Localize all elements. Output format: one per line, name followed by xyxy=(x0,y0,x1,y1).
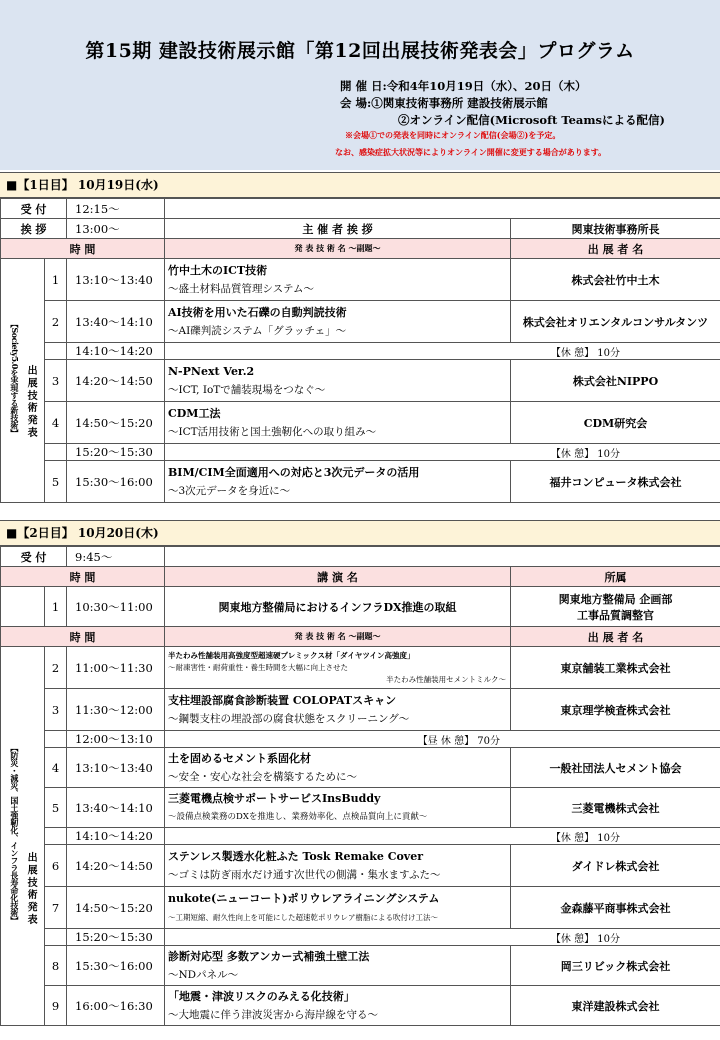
tech-cell xyxy=(165,360,511,402)
break-label: 【休 憩】 10分 xyxy=(165,444,720,461)
row-number: 5 xyxy=(45,788,67,828)
tech-title: 「地震・津波リスクのみえる化技術」 xyxy=(168,989,355,1003)
day2-side-theme: 【防災・減災、国土強靭化、インフラ長寿命化技術】 xyxy=(9,744,20,924)
col-tech: 発 表 技 術 名 ～副題～ xyxy=(165,239,511,259)
day1-side-title: 出 展 技 術 発 表 xyxy=(25,364,37,437)
day2-side-title: 出 展 技 術 発 表 xyxy=(25,852,37,924)
venue-line-2: ②オンライン配信(Microsoft Teamsによる配信) xyxy=(398,113,665,127)
tech-cell xyxy=(165,845,511,887)
notice-1: ※会場①での発表を同時にオンライン配信(会場②)を予定。 xyxy=(345,130,561,140)
affiliation-position: 工事品質調整官 xyxy=(577,608,654,622)
page-title: 第15期 建設技術展示館「第12回出展技術発表会」プログラム xyxy=(85,40,635,62)
tech-subtitle: ～盛土材料品質管理システム～ xyxy=(168,282,314,295)
reception-time: 9:45～ xyxy=(67,547,165,567)
tech-title: 診断対応型 多数アンカー式補強土壁工法 xyxy=(168,949,370,963)
tech-subtitle: ～耐凍害性・耐荷重性・養生時間を大幅に向上させた xyxy=(168,662,348,672)
exhibitor-name: 東京理学検査株式会社 xyxy=(511,689,720,731)
row-time: 10:30～11:00 xyxy=(67,587,165,627)
greeting-time: 13:00～ xyxy=(67,219,165,239)
row-time: 13:40～14:10 xyxy=(67,301,165,343)
row-time: 16:00～16:30 xyxy=(67,986,165,1026)
row-number: 3 xyxy=(45,360,67,402)
tech-subtitle: ～NDパネル～ xyxy=(168,968,239,981)
row-time: 11:30～12:00 xyxy=(67,689,165,731)
tech-cell xyxy=(165,887,511,929)
exhibitor-name: 株式会社オリエンタルコンサルタンツ xyxy=(511,301,720,343)
tech-title: 支柱埋設部腐食診断装置 COLOPATスキャン xyxy=(168,693,397,707)
day1-side-label xyxy=(1,259,45,503)
row-number: 9 xyxy=(45,986,67,1026)
exhibitor-name: 三菱電機株式会社 xyxy=(511,788,720,828)
tech-title: nukote(ニューコート)ポリウレアライニングシステム xyxy=(168,891,440,905)
tech-cell xyxy=(165,946,511,986)
col-exhibitor: 出 展 者 名 xyxy=(511,627,720,647)
row-time: 13:10～13:40 xyxy=(67,748,165,788)
tech-subtitle: ～AI礫判読システム「グラッチェ」～ xyxy=(168,324,347,337)
tech-title: ステンレス製透水化粧ふた Tosk Remake Cover xyxy=(168,849,423,863)
exhibitor-name: 東洋建設株式会社 xyxy=(511,986,720,1026)
day1-side-theme: 【Society5.0を実現する新技術】 xyxy=(9,320,20,437)
tech-cell xyxy=(165,689,511,731)
row-number: 6 xyxy=(45,845,67,887)
tech-subtitle: ～設備点検業務のDXを推進し、業務効率化、点検品質向上に貢献～ xyxy=(168,811,428,822)
tech-title: N-PNext Ver.2 xyxy=(168,364,255,378)
row-number: 3 xyxy=(45,689,67,731)
row-time: 13:40～14:10 xyxy=(67,788,165,828)
col-time: 時 間 xyxy=(1,567,165,587)
row-time: 14:20～14:50 xyxy=(67,845,165,887)
tech-cell xyxy=(165,986,511,1026)
break-time: 15:20～15:30 xyxy=(67,929,165,946)
exhibitor-name: 岡三リビック株式会社 xyxy=(511,946,720,986)
greeting-by: 関東技術事務所長 xyxy=(511,219,720,239)
tech-subtitle: ～ICT活用技術と国土強靭化への取り組み～ xyxy=(168,425,377,438)
lecture-affiliation xyxy=(511,587,720,627)
tech-cell xyxy=(165,461,511,503)
break-label: 【休 憩】 10分 xyxy=(165,929,720,946)
tech-title: 竹中土木のICT技術 xyxy=(168,263,268,277)
row-time: 15:30～16:00 xyxy=(67,461,165,503)
row-number: 2 xyxy=(45,647,67,689)
tech-cell xyxy=(165,647,511,689)
row-time: 14:20～14:50 xyxy=(67,360,165,402)
tech-subtitle: ～鋼製支柱の埋設部の腐食状態をスクリーニング～ xyxy=(168,712,410,725)
col-exhibitor: 出 展 者 名 xyxy=(511,239,720,259)
tech-subtitle: ～安全・安心な社会を構築するために～ xyxy=(168,770,357,783)
venue-line-1: 会 場:①関東技術事務所 建設技術展示館 xyxy=(340,96,548,110)
break-time: 14:10～14:20 xyxy=(67,828,165,845)
program-header xyxy=(0,0,720,170)
tech-title: CDM工法 xyxy=(168,406,221,420)
exhibitor-name: 一般社団法人セメント協会 xyxy=(511,748,720,788)
reception-label: 受 付 xyxy=(1,547,67,567)
lunch-time: 12:00～13:10 xyxy=(67,731,165,748)
col-affiliation: 所属 xyxy=(511,567,720,587)
exhibitor-name: ダイドレ株式会社 xyxy=(511,845,720,887)
lunch-label: 【昼 休 憩】 70分 xyxy=(165,731,720,748)
tech-cell xyxy=(165,259,511,301)
exhibitor-name: 東京舗装工業株式会社 xyxy=(511,647,720,689)
row-number: 4 xyxy=(45,402,67,444)
tech-title: BIM/CIM全面適用への対応と3次元データの活用 xyxy=(168,465,420,479)
event-dates: 開 催 日:令和4年10月19日（水）、20日（木） xyxy=(340,79,587,93)
row-number: 1 xyxy=(45,587,67,627)
exhibitor-name: CDM研究会 xyxy=(511,402,720,444)
row-number: 5 xyxy=(45,461,67,503)
day2-table xyxy=(0,546,720,1026)
break-time: 15:20～15:30 xyxy=(67,444,165,461)
day2-side-label xyxy=(1,647,45,1026)
tech-title: 三菱電機点検サポートサービスInsBuddy xyxy=(168,791,381,805)
row-time: 13:10～13:40 xyxy=(67,259,165,301)
reception-time: 12:15～ xyxy=(67,199,165,219)
tech-title: AI技術を用いた石礫の自動判読技術 xyxy=(168,305,347,319)
tech-subtitle: ～ゴミは防ぎ雨水だけ通す次世代の側溝・集水ますふた～ xyxy=(168,868,441,881)
day2-heading: ■【2日目】 10月20日(木) xyxy=(0,520,720,546)
day1-table xyxy=(0,198,720,503)
col-lecture: 講 演 名 xyxy=(165,567,511,587)
greeting-label: 挨 拶 xyxy=(1,219,67,239)
exhibitor-name: 株式会社竹中土木 xyxy=(511,259,720,301)
tech-subtitle: ～大地震に伴う津波災害から海岸線を守る～ xyxy=(168,1008,378,1021)
row-number: 1 xyxy=(45,259,67,301)
row-number: 4 xyxy=(45,748,67,788)
notice-2: なお、感染症拡大状況等によりオンライン開催に変更する場合があります。 xyxy=(335,147,607,157)
tech-cell xyxy=(165,748,511,788)
break-label: 【休 憩】 10分 xyxy=(165,343,720,360)
row-time: 14:50～15:20 xyxy=(67,402,165,444)
exhibitor-name: 福井コンピュータ株式会社 xyxy=(511,461,720,503)
tech-subtitle: ～ICT, IoTで舗装現場をつなぐ～ xyxy=(168,383,326,396)
row-time: 14:50～15:20 xyxy=(67,887,165,929)
tech-cell xyxy=(165,788,511,828)
row-number: 7 xyxy=(45,887,67,929)
tech-cell xyxy=(165,301,511,343)
tech-subtitle-2: 半たわみ性舗装用セメントミルク～ xyxy=(386,674,506,684)
col-tech: 発 表 技 術 名 ～副題～ xyxy=(165,627,511,647)
row-number: 2 xyxy=(45,301,67,343)
tech-cell xyxy=(165,402,511,444)
day1-heading: ■【1日目】 10月19日(水) xyxy=(0,172,720,198)
row-time: 15:30～16:00 xyxy=(67,946,165,986)
col-time: 時 間 xyxy=(1,627,165,647)
col-time: 時 間 xyxy=(1,239,165,259)
lecture-title: 関東地方整備局におけるインフラDX推進の取組 xyxy=(165,587,511,627)
break-label: 【休 憩】 10分 xyxy=(165,828,720,845)
tech-title: 半たわみ性舗装用高強度型超速硬プレミックス材「ダイヤツイン高強度」 xyxy=(168,650,415,660)
affiliation-dept: 関東地方整備局 企画部 xyxy=(558,592,673,606)
row-number: 8 xyxy=(45,946,67,986)
reception-label: 受 付 xyxy=(1,199,67,219)
exhibitor-name: 株式会社NIPPO xyxy=(511,360,720,402)
tech-title: 土を固めるセメント系固化材 xyxy=(168,751,311,765)
tech-subtitle: ～3次元データを身近に～ xyxy=(168,484,291,497)
greeting-title: 主 催 者 挨 拶 xyxy=(165,219,511,239)
exhibitor-name: 金森藤平商事株式会社 xyxy=(511,887,720,929)
row-time: 11:00～11:30 xyxy=(67,647,165,689)
break-time: 14:10～14:20 xyxy=(67,343,165,360)
tech-subtitle: ～工期短縮、耐久性向上を可能にした超速乾ポリウレア樹脂による吹付け工法～ xyxy=(168,912,438,922)
